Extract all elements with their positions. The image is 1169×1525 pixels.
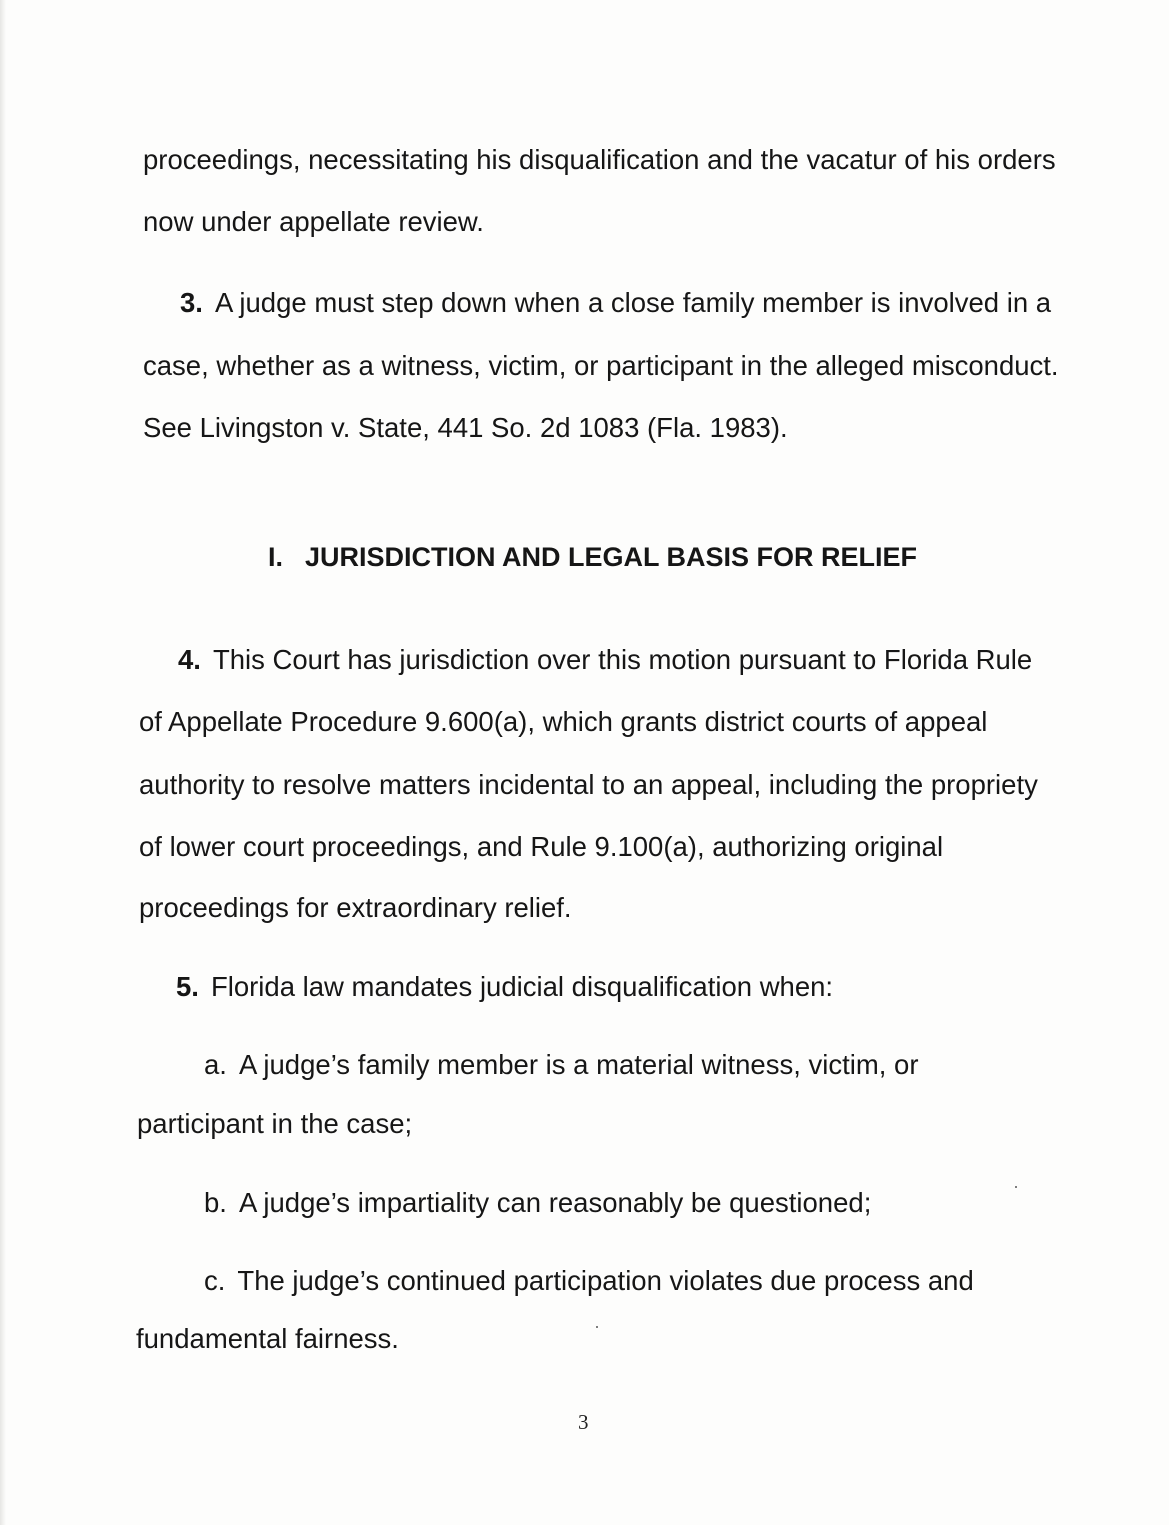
paragraph-3-number: 3.	[180, 287, 203, 318]
paragraph-5-number: 5.	[176, 971, 199, 1002]
section-heading	[268, 544, 917, 571]
paragraph-4-line-2: of Appellate Procedure 9.600(a), which grants district courts of appeal	[139, 706, 988, 737]
item-b-label: b.	[204, 1187, 227, 1218]
paragraph-3-citation: See Livingston v. State, 441 So. 2d 1083 (Fla. 1983).	[143, 412, 788, 443]
section-numeral: I.	[268, 542, 284, 572]
paragraph-4-line-4: of lower court proceedings, and Rule 9.100(a), authorizing original	[139, 831, 944, 862]
page-number: 3	[578, 1410, 589, 1434]
item-a-line-1	[204, 1051, 919, 1079]
paragraph-3-line-1	[180, 289, 1051, 317]
paragraph-4-text: This Court has jurisdiction over this motion pursuant to Florida Rule	[212, 644, 1033, 675]
paragraph-5-line-1	[176, 973, 833, 1001]
paragraph-4-line-3: authority to resolve matters incidental to an appeal, including the propriety	[139, 769, 1038, 800]
item-c-label: c.	[204, 1265, 226, 1296]
item-c-line-1	[204, 1267, 974, 1295]
item-a-text: A judge’s family member is a material witness, victim, or	[238, 1049, 919, 1080]
item-c-line-2: fundamental fairness.	[136, 1323, 399, 1354]
item-b-text: A judge’s impartiality can reasonably be questioned;	[238, 1187, 872, 1218]
item-a-line-2: participant in the case;	[137, 1108, 413, 1139]
paragraph-4-line-1	[178, 646, 1032, 674]
paragraph-4-line-5: proceedings for extraordinary relief.	[139, 892, 572, 923]
scan-speck	[1015, 1186, 1017, 1188]
paragraph-3-text: A judge must step down when a close family member is involved in a	[214, 287, 1052, 318]
item-a-label: a.	[204, 1049, 227, 1080]
paragraph-2-line-1: proceedings, necessitating his disqualification and the vacatur of his orders	[143, 144, 1056, 175]
paragraph-5-text: Florida law mandates judicial disqualification when:	[210, 971, 834, 1002]
scan-speck	[596, 1326, 598, 1328]
item-c-text: The judge’s continued participation violates due process and	[237, 1265, 974, 1296]
section-title: JURISDICTION AND LEGAL BASIS FOR RELIEF	[305, 542, 918, 572]
item-b-line-1	[204, 1189, 871, 1217]
paragraph-4-number: 4.	[178, 644, 201, 675]
paragraph-3-line-2: case, whether as a witness, victim, or participant in the alleged misconduct.	[143, 350, 1059, 381]
paragraph-2-line-2: now under appellate review.	[143, 206, 484, 237]
